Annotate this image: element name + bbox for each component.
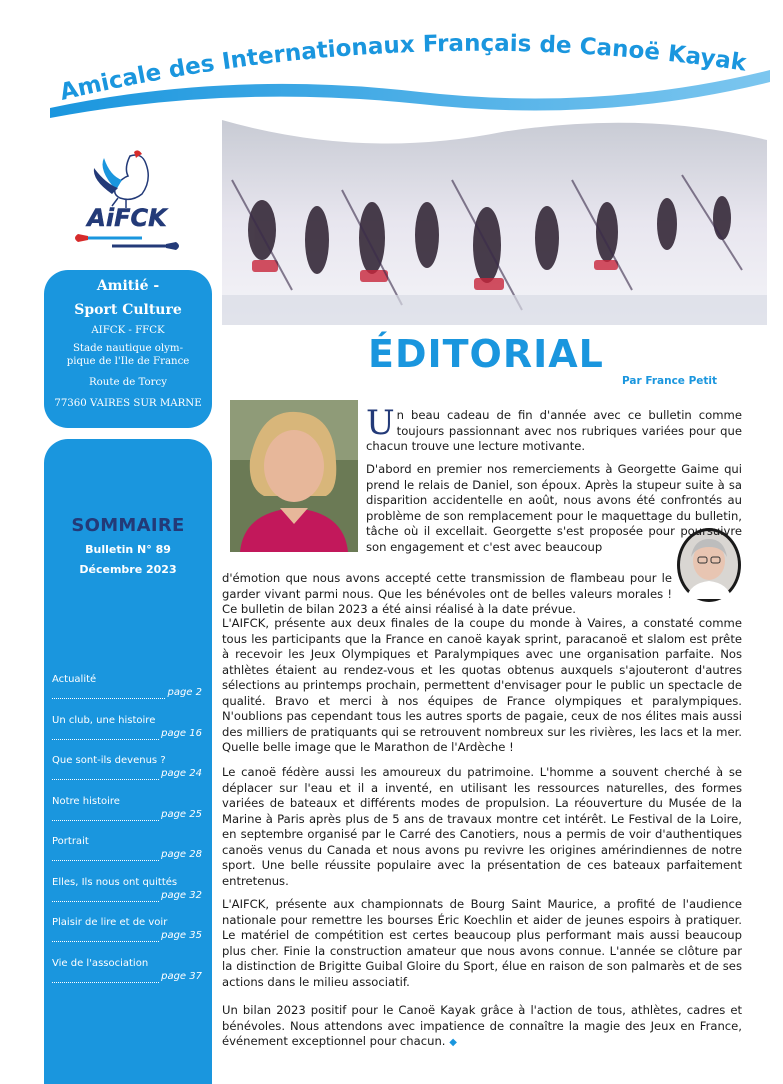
logo-text: AiFCK [87, 204, 167, 232]
toc-item[interactable]: Plaisir de lire et de voir page 35 [52, 917, 202, 941]
sommaire-header [50, 501, 206, 613]
drop-cap: U [366, 403, 395, 443]
toc-item[interactable]: Actualité page 2 [52, 674, 202, 698]
editorial-paragraph-2: D'abord en premier nos remerciements à Georgette Gaime qui prend le relais de Daniel, son époux. Après la stupeur suite à sa disparition accidentelle en août, nous avons été confrontés au problème de son remplacement pour le maquettage du bulletin, tâche où il excellait. Georgette s'est proposée pour poursuivre son engagement et c'est avec beaucoup [366, 462, 742, 554]
toc-item[interactable]: Que sont-ils devenus ? page 24 [52, 755, 202, 779]
toc-item[interactable]: Portrait page 28 [52, 836, 202, 860]
editorial-title: ÉDITORIAL [368, 332, 604, 376]
venue-line2: pique de l'Ile de France [66, 356, 190, 367]
hero-image [222, 120, 767, 325]
address-road: Route de Torcy [89, 377, 167, 388]
toc-item[interactable]: Notre histoire page 25 [52, 795, 202, 820]
editorial-paragraph-5: Le canoë fédère aussi les amoureux du patrimoine. L'homme a souvent cherché à se déplacer sur l'eau et il a inventé, en utilisant les ressources naturelles, des formes variées de bateaux et différents modes de propulsion. La réouverture du Musée de la Marine à Paris après plus de 5 ans de travaux montre cet intérêt. Le Festival de la Loire, en septembre organisé par le Carré des Canotiers, nous a permis de voir d'authentiques canoës venus du Canada et nous avons pu revivre les origines amérindiennes de notre sport. Une belle réussite populaire avec la présentation de ces bateaux parfaitement entretenus. [222, 765, 742, 888]
sommaire-title: SOMMAIRE [71, 515, 185, 536]
sidebar-info-panel [44, 270, 212, 428]
table-of-contents [52, 673, 202, 997]
rooster-icon [94, 150, 148, 208]
tagline-line1: Amitié - [96, 278, 160, 294]
aifck-logo [72, 150, 182, 254]
tagline-line2: Sport Culture [74, 302, 182, 318]
portrait-photo-author [230, 400, 358, 552]
editorial-byline: Par France Petit [622, 375, 718, 387]
venue-line1: Stade nautique olym- [72, 343, 184, 354]
bulletin-number: Bulletin N° 89 [85, 543, 171, 556]
paddle-icon [75, 234, 179, 250]
toc-item[interactable]: Elles, Ils nous ont quittés page 32 [52, 876, 202, 901]
toc-item[interactable]: Vie de l'association page 37 [52, 957, 202, 982]
end-diamond-icon: ◆ [449, 1037, 457, 1048]
bulletin-date: Décembre 2023 [79, 563, 177, 576]
org-name-title: Amicale des Internationaux Français de Canoë Kayak [57, 30, 748, 106]
editorial-paragraph-6: L'AIFCK, présente aux championnats de Bourg Saint Maurice, a profité de l'audience nationale pour remettre les bourses Éric Koechlin et aider de jeunes espoirs à pratiquer. Le matériel de compétition est certes beaucoup plus performant mais aussi beaucoup plus cher. Finie la construction amateur que nous avons connue. L'année se clôture par la distinction de Brigitte Guibal Gloire du Sport, élue en raison de son palmarès et de ses actions dans le milieu associatif. [222, 897, 742, 989]
editorial-paragraph-3: d'émotion que nous avons accepté cette transmission de flambeau pour le garder vivant parmi nous. Que les bénévoles ont de belles valeurs morales ! Ce bulletin de bilan 2023 a été ainsi réalisé à la date prévue. [222, 571, 672, 616]
address-city: 77360 VAIRES SUR MARNE [54, 398, 202, 409]
toc-item[interactable]: Un club, une histoire page 16 [52, 714, 202, 739]
header-banner [0, 0, 783, 140]
sommaire-panel [44, 439, 212, 1084]
editorial-paragraph-1: Un beau cadeau de fin d'année avec ce bulletin comme toujours passionnant avec nos rubriques variées pour que chacun trouve une lecture motivante. [366, 403, 742, 453]
editorial-paragraph-7: Un bilan 2023 positif pour le Canoë Kayak grâce à l'action de tous, athlètes, cadres et bénévoles. Nous attendons avec impatience de connaître la magie des Jeux en France, événement exceptionnel pour chacun. ◆ [222, 1003, 742, 1048]
org-affiliation: AIFCK - FFCK [91, 325, 165, 336]
editorial-paragraph-4: L'AIFCK, présente aux deux finales de la coupe du monde à Vaires, a constaté comme tous les participants que la France en canoë kayak sprint, paracanoë et slalom est prête à recevoir les Jeux Olympiques et Paralympiques avec une organisation parfaite. Nos athlètes étaient au rendez-vous et les quotas obtenus auxquels s'ajouteront d'autres sélections au printemps prochain, permettent d'envisager pour le public un spectacle de qualité. Bravo et merci à nos équipes de France olympiques et paralympiques. N'oublions pas cependant tous les autres sports de pagaie, ceux de nos élites mais aussi des milliers de pratiquants qui se retrouvent nombreux sur les rivières, les lacs et la mer. Quelle belle image que le Marathon de l'Ardèche ! [222, 616, 742, 754]
